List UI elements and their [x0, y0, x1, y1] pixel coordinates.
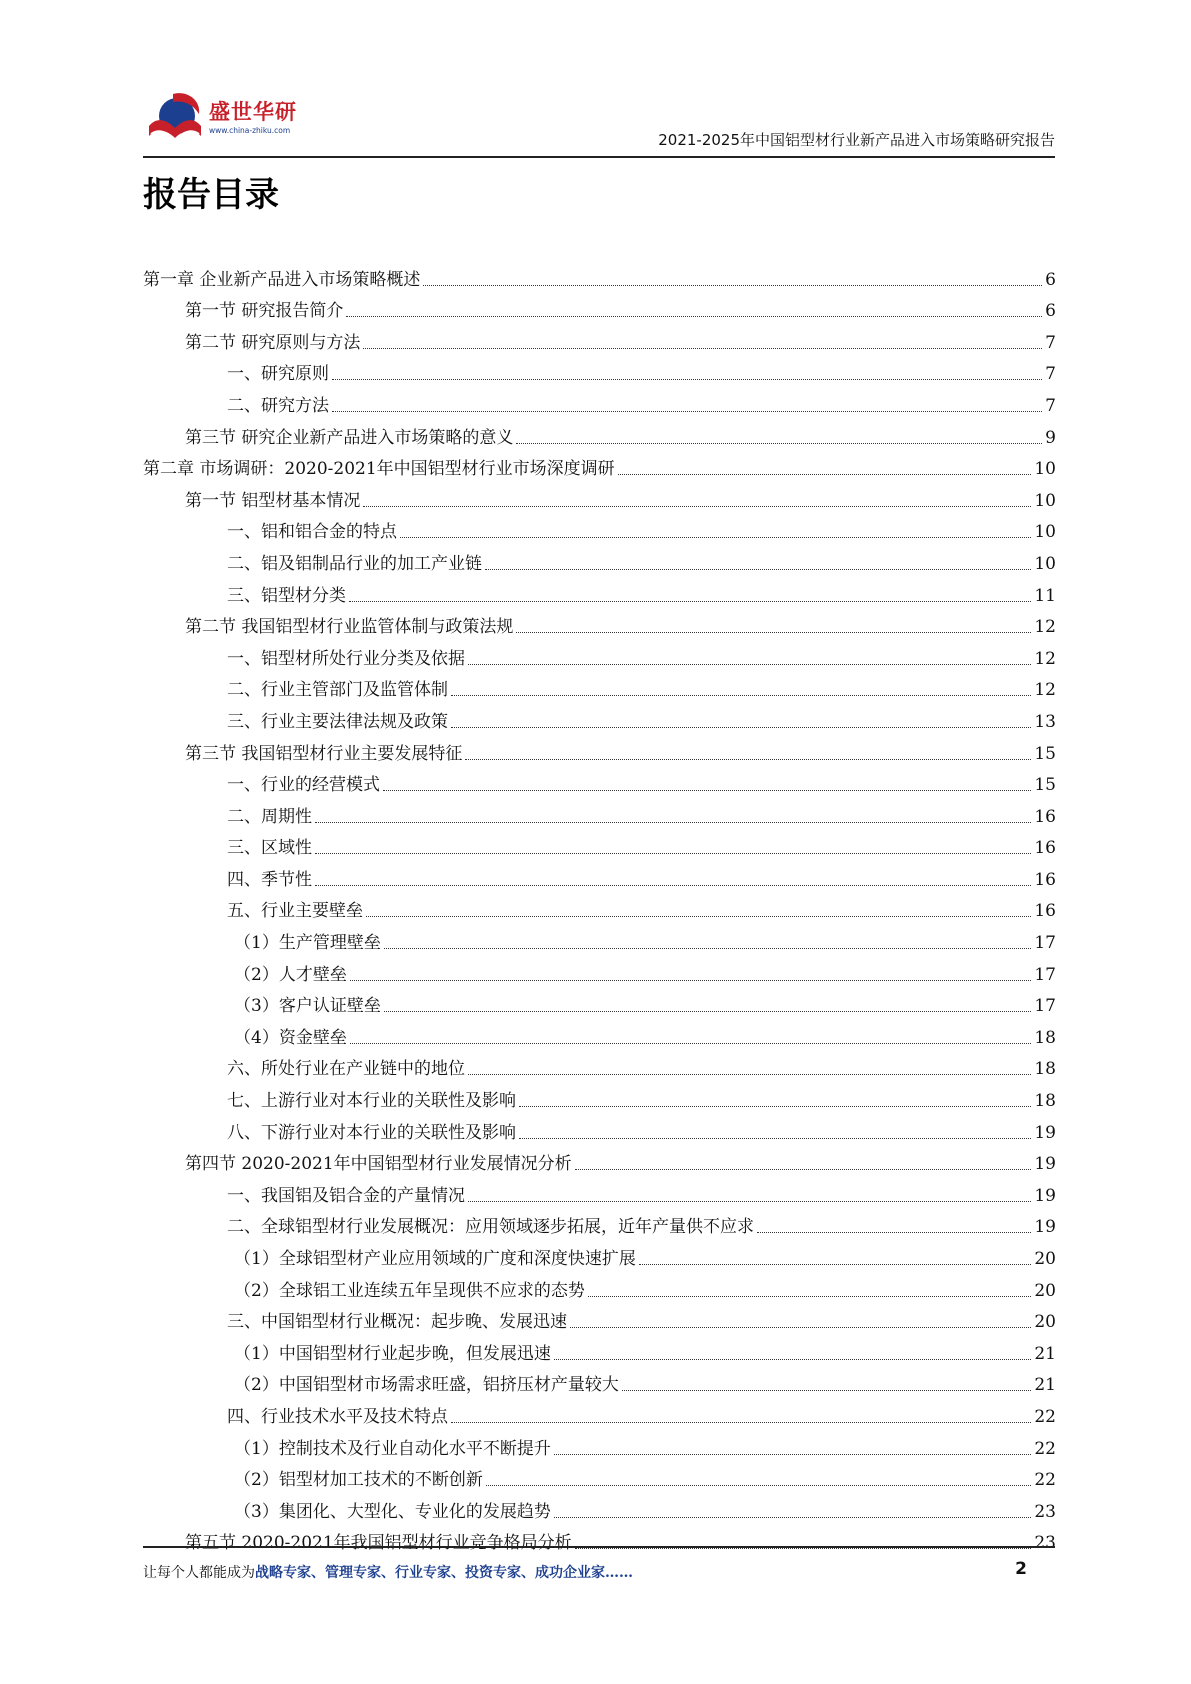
toc-entry-text: （3）客户认证壁垒 — [234, 996, 381, 1017]
toc-entry[interactable] — [143, 449, 1056, 481]
toc-entry[interactable] — [143, 1396, 1056, 1428]
toc-dot-leader — [468, 1200, 1031, 1202]
toc-entry[interactable] — [143, 1302, 1056, 1334]
toc-dot-leader — [757, 1231, 1031, 1233]
toc-entry[interactable] — [143, 891, 1056, 923]
toc-entry[interactable] — [143, 1207, 1056, 1239]
toc-dot-leader — [519, 1105, 1031, 1107]
toc-entry-text: 三、中国铝型材行业概况：起步晚、发展迅速 — [227, 1312, 567, 1333]
toc-entry-page: 16 — [1034, 838, 1056, 859]
toc-dot-leader — [451, 1421, 1031, 1423]
toc-entry-text: 一、铝和铝合金的特点 — [227, 522, 397, 543]
table-of-contents — [143, 259, 1056, 1554]
toc-entry[interactable] — [143, 1238, 1056, 1270]
toc-dot-leader — [332, 378, 1042, 380]
toc-entry[interactable] — [143, 701, 1056, 733]
toc-entry-page: 20 — [1034, 1249, 1056, 1269]
toc-entry-text: 第二节 研究原则与方法 — [185, 332, 361, 353]
toc-dot-leader — [350, 979, 1032, 981]
toc-entry[interactable] — [143, 480, 1056, 512]
toc-entry-text: 二、行业主管部门及监管体制 — [227, 680, 448, 701]
toc-entry-page: 12 — [1034, 680, 1056, 701]
toc-entry[interactable] — [143, 1333, 1056, 1365]
toc-entry[interactable] — [143, 385, 1056, 417]
toc-entry-page: 22 — [1034, 1470, 1056, 1491]
toc-dot-leader — [516, 631, 1031, 633]
toc-entry-page: 20 — [1034, 1280, 1056, 1301]
toc-entry-page: 7 — [1045, 395, 1056, 416]
toc-entry[interactable] — [143, 859, 1056, 891]
toc-entry-page: 22 — [1034, 1406, 1056, 1427]
toc-entry-text: （1）全球铝型材产业应用领域的广度和深度快速扩展 — [234, 1249, 636, 1269]
toc-entry-text: 一、研究原则 — [227, 364, 329, 385]
toc-dot-leader — [519, 1137, 1031, 1139]
toc-entry-text: （2）人才壁垒 — [234, 964, 347, 985]
toc-entry-page: 9 — [1045, 427, 1056, 448]
toc-entry-text: 第二章 市场调研：2020-2021年中国铝型材行业市场深度调研 — [143, 459, 615, 480]
toc-entry[interactable] — [143, 512, 1056, 544]
toc-entry-page: 16 — [1034, 869, 1056, 890]
toc-entry-text: 五、行业主要壁垒 — [227, 901, 363, 922]
toc-entry[interactable] — [143, 543, 1056, 575]
toc-entry-page: 15 — [1034, 775, 1056, 796]
toc-entry[interactable] — [143, 1175, 1056, 1207]
toc-entry-page: 17 — [1034, 996, 1056, 1017]
toc-entry-text: 第四节 2020-2021年中国铝型材行业发展情况分析 — [185, 1154, 572, 1175]
toc-entry-page: 16 — [1034, 901, 1056, 922]
toc-dot-leader — [366, 915, 1031, 917]
toc-entry[interactable] — [143, 1049, 1056, 1081]
toc-dot-leader — [588, 1295, 1032, 1297]
slogan-prefix: 让每个人都能成为 — [143, 1565, 255, 1581]
toc-entry-text: 三、铝型材分类 — [227, 585, 346, 606]
toc-entry-text: 第二节 我国铝型材行业监管体制与政策法规 — [185, 617, 514, 638]
toc-dot-leader — [516, 442, 1042, 444]
toc-dot-leader — [639, 1263, 1032, 1265]
toc-entry[interactable] — [143, 1365, 1056, 1397]
toc-entry-page: 15 — [1034, 743, 1056, 764]
toc-entry[interactable] — [143, 638, 1056, 670]
page-title: 报告目录 — [143, 175, 279, 215]
toc-entry[interactable] — [143, 1523, 1056, 1555]
toc-entry-page: 12 — [1034, 648, 1056, 669]
toc-entry[interactable] — [143, 1080, 1056, 1112]
toc-dot-leader — [554, 1516, 1032, 1518]
logo-emblem-icon — [143, 86, 207, 150]
toc-entry-page: 18 — [1034, 1027, 1056, 1048]
toc-entry-text: （4）资金壁垒 — [234, 1027, 347, 1048]
toc-dot-leader — [383, 789, 1031, 791]
toc-entry-page: 12 — [1034, 617, 1056, 638]
toc-entry-text: （1）控制技术及行业自动化水平不断提升 — [234, 1438, 551, 1459]
toc-dot-leader — [468, 1073, 1031, 1075]
toc-entry-page: 10 — [1034, 490, 1056, 511]
toc-entry-text: 一、行业的经营模式 — [227, 775, 380, 796]
toc-entry[interactable] — [143, 417, 1056, 449]
toc-dot-leader — [315, 852, 1031, 854]
toc-entry[interactable] — [143, 575, 1056, 607]
toc-dot-leader — [465, 758, 1031, 760]
toc-entry[interactable] — [143, 607, 1056, 639]
toc-entry-text: 第三节 我国铝型材行业主要发展特征 — [185, 743, 463, 764]
toc-entry-text: 一、铝型材所处行业分类及依据 — [227, 648, 465, 669]
report-title: 2021-2025年中国铝型材行业新产品进入市场策略研究报告 — [658, 131, 1055, 149]
toc-entry-text: 第五节 2020-2021年我国铝型材行业竞争格局分析 — [185, 1533, 572, 1554]
toc-entry-page: 13 — [1034, 711, 1056, 732]
toc-entry[interactable] — [143, 954, 1056, 986]
toc-entry-text: （1）中国铝型材行业起步晚，但发展迅速 — [234, 1343, 551, 1364]
logo-url: www.china-zhiku.com — [209, 126, 291, 135]
toc-dot-leader — [332, 410, 1042, 412]
toc-entry-page: 10 — [1034, 459, 1056, 480]
toc-dot-leader — [554, 1358, 1032, 1360]
toc-entry[interactable] — [143, 322, 1056, 354]
toc-entry-page: 23 — [1034, 1533, 1056, 1554]
toc-dot-leader — [451, 694, 1031, 696]
toc-entry-page: 10 — [1034, 522, 1056, 543]
toc-entry[interactable] — [143, 1017, 1056, 1049]
toc-entry-text: （2）中国铝型材市场需求旺盛，铝挤压材产量较大 — [234, 1375, 619, 1396]
toc-entry-text: 二、铝及铝制品行业的加工产业链 — [227, 553, 482, 574]
page-footer — [143, 1546, 1055, 1581]
page-header — [143, 78, 1055, 158]
toc-entry-page: 7 — [1045, 364, 1056, 385]
toc-entry-page: 16 — [1034, 806, 1056, 827]
toc-dot-leader — [384, 947, 1032, 949]
toc-dot-leader — [346, 315, 1042, 317]
toc-entry-text: 八、下游行业对本行业的关联性及影响 — [227, 1122, 516, 1143]
toc-entry-text: （1）生产管理壁垒 — [234, 933, 381, 954]
toc-dot-leader — [570, 1326, 1031, 1328]
toc-entry-text: 三、区域性 — [227, 838, 312, 859]
toc-entry-text: 第一章 企业新产品进入市场策略概述 — [143, 269, 421, 290]
toc-entry-page: 21 — [1034, 1375, 1056, 1396]
toc-entry-text: 第一节 研究报告简介 — [185, 301, 344, 322]
toc-entry-page: 19 — [1034, 1217, 1056, 1238]
toc-entry-page: 11 — [1034, 585, 1056, 606]
company-logo — [143, 86, 343, 150]
toc-dot-leader — [400, 536, 1031, 538]
toc-entry[interactable] — [143, 986, 1056, 1018]
toc-entry-text: 二、全球铝型材行业发展概况：应用领域逐步拓展，近年产量供不应求 — [227, 1217, 754, 1238]
toc-dot-leader — [349, 600, 1031, 602]
toc-entry-text: 第三节 研究企业新产品进入市场策略的意义 — [185, 427, 514, 448]
toc-dot-leader — [315, 884, 1031, 886]
toc-entry[interactable] — [143, 796, 1056, 828]
toc-entry-page: 17 — [1034, 933, 1056, 954]
toc-entry[interactable] — [143, 354, 1056, 386]
toc-entry[interactable] — [143, 922, 1056, 954]
toc-dot-leader — [384, 1010, 1032, 1012]
toc-dot-leader — [618, 473, 1032, 475]
toc-dot-leader — [486, 1484, 1032, 1486]
toc-entry-page: 19 — [1034, 1122, 1056, 1143]
toc-entry-text: 三、行业主要法律法规及政策 — [227, 711, 448, 732]
toc-entry-page: 6 — [1045, 269, 1056, 290]
toc-entry-text: 六、所处行业在产业链中的地位 — [227, 1059, 465, 1080]
toc-dot-leader — [363, 347, 1042, 349]
toc-entry[interactable] — [143, 1270, 1056, 1302]
logo-brand-text: 盛世华研 — [209, 100, 297, 124]
toc-dot-leader — [423, 284, 1042, 286]
toc-entry-text: （3）集团化、大型化、专业化的发展趋势 — [234, 1501, 551, 1522]
slogan-highlight: 战略专家、管理专家、行业专家、投资专家、成功企业家…… — [255, 1565, 633, 1581]
toc-entry-text: 第一节 铝型材基本情况 — [185, 490, 361, 511]
toc-dot-leader — [451, 726, 1031, 728]
toc-entry-page: 22 — [1034, 1438, 1056, 1459]
toc-entry-text: 二、周期性 — [227, 806, 312, 827]
toc-dot-leader — [575, 1168, 1032, 1170]
toc-dot-leader — [468, 663, 1031, 665]
toc-entry[interactable] — [143, 1491, 1056, 1523]
toc-entry[interactable] — [143, 733, 1056, 765]
toc-dot-leader — [622, 1389, 1032, 1391]
page-number: 2 — [1015, 1559, 1027, 1579]
toc-entry-text: （2）铝型材加工技术的不断创新 — [234, 1470, 483, 1491]
toc-entry[interactable] — [143, 1112, 1056, 1144]
toc-entry-page: 18 — [1034, 1059, 1056, 1080]
toc-entry-page: 18 — [1034, 1091, 1056, 1112]
toc-entry-text: 四、行业技术水平及技术特点 — [227, 1406, 448, 1427]
toc-dot-leader — [363, 505, 1031, 507]
toc-entry-page: 20 — [1034, 1312, 1056, 1333]
toc-dot-leader — [554, 1453, 1032, 1455]
toc-entry-page: 19 — [1034, 1154, 1056, 1175]
toc-dot-leader — [485, 568, 1031, 570]
toc-entry[interactable] — [143, 1428, 1056, 1460]
toc-entry[interactable] — [143, 291, 1056, 323]
toc-entry[interactable] — [143, 1144, 1056, 1176]
toc-entry-page: 10 — [1034, 553, 1056, 574]
toc-dot-leader — [315, 821, 1031, 823]
toc-entry[interactable] — [143, 765, 1056, 797]
toc-entry-text: （2）全球铝工业连续五年呈现供不应求的态势 — [234, 1280, 585, 1301]
toc-entry-page: 7 — [1045, 332, 1056, 353]
toc-entry[interactable] — [143, 828, 1056, 860]
toc-entry-text: 二、研究方法 — [227, 395, 329, 416]
footer-slogan — [143, 1562, 633, 1582]
toc-entry-text: 一、我国铝及铝合金的产量情况 — [227, 1185, 465, 1206]
toc-entry-page: 19 — [1034, 1185, 1056, 1206]
toc-entry-text: 四、季节性 — [227, 869, 312, 890]
toc-entry-page: 6 — [1045, 301, 1056, 322]
toc-entry[interactable] — [143, 670, 1056, 702]
toc-entry-text: 七、上游行业对本行业的关联性及影响 — [227, 1091, 516, 1112]
toc-entry-page: 21 — [1034, 1343, 1056, 1364]
toc-dot-leader — [350, 1042, 1032, 1044]
toc-entry[interactable] — [143, 1460, 1056, 1492]
toc-entry-page: 17 — [1034, 964, 1056, 985]
toc-entry[interactable] — [143, 259, 1056, 291]
toc-entry-page: 23 — [1034, 1501, 1056, 1522]
